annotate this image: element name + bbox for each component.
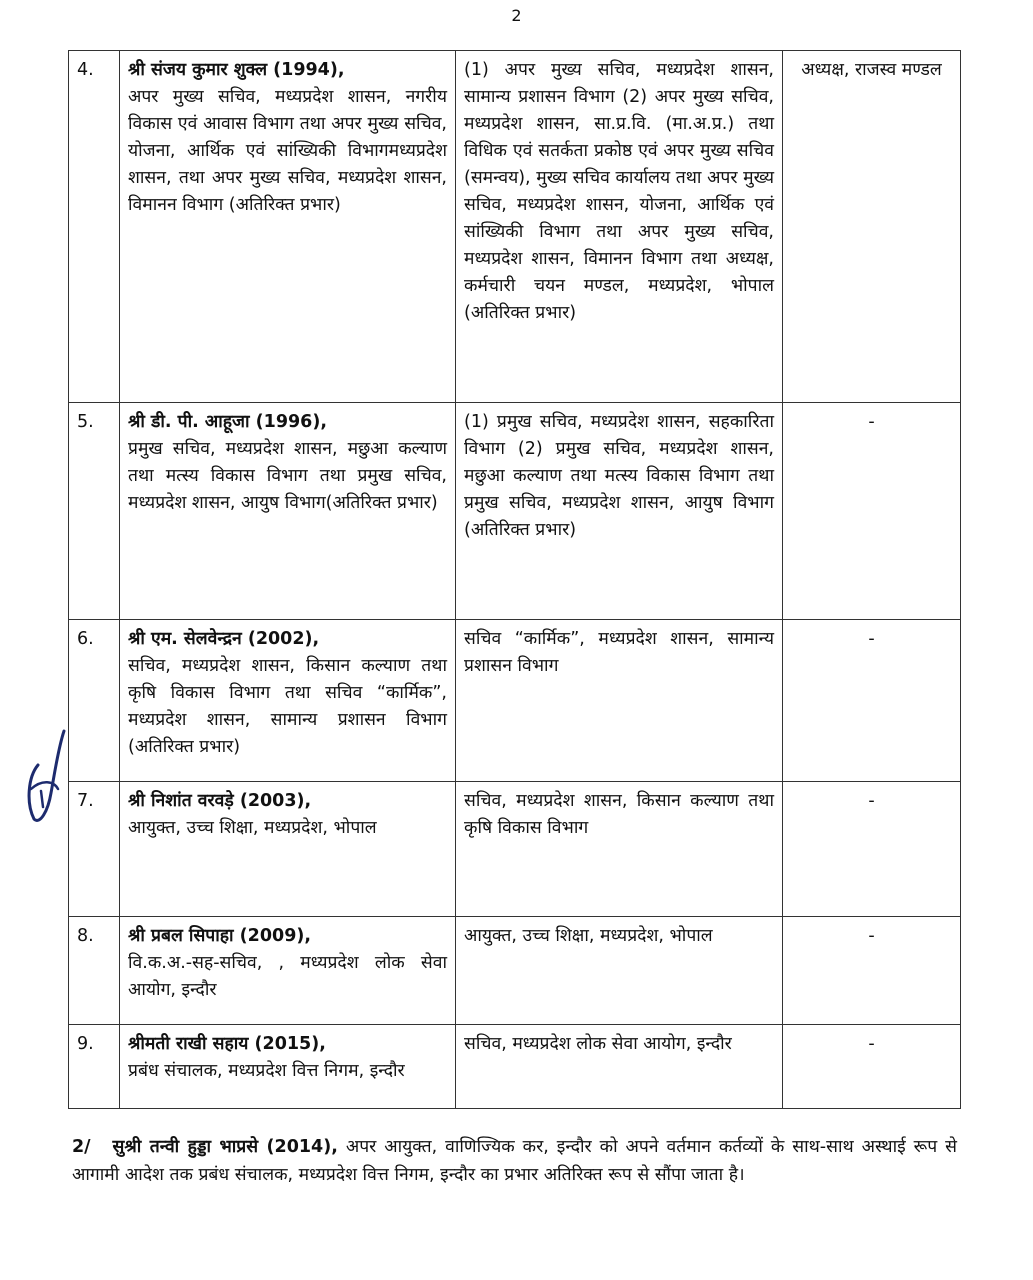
officer-name: सुश्री तन्वी हुड्डा भाप्रसे (2014), (112, 1137, 338, 1157)
handwritten-initial-signature (18, 715, 73, 825)
officer-current-post-cell (120, 782, 456, 917)
current-post: प्रमुख सचिव, मध्यप्रदेश शासन, मछुआ कल्याण तथा मत्स्य विकास विभाग तथा प्रमुख सचिव, मध्यप्रदेश शासन, आयुष विभाग(अतिरिक्त प्रभार) (128, 439, 447, 513)
table-row (69, 1025, 961, 1109)
current-post: वि.क.अ.-सह-सचिव, , मध्यप्रदेश लोक सेवा आयोग, इन्दौर (128, 953, 447, 1000)
transfer-order-table (68, 50, 961, 1109)
additional-charge: - (783, 403, 961, 620)
current-post: प्रबंध संचालक, मध्यप्रदेश वित्त निगम, इन्दौर (128, 1061, 405, 1081)
current-post: सचिव, मध्यप्रदेश शासन, किसान कल्याण तथा कृषि विकास विभाग तथा सचिव “कार्मिक”, मध्यप्रदेश शासन, सामान्य प्रशासन विभाग (अतिरिक्त प्रभार) (128, 656, 447, 757)
officer-name: श्री निशांत वरवड़े (2003), (128, 791, 312, 811)
officer-current-post-cell (120, 51, 456, 403)
additional-charge: - (783, 620, 961, 782)
additional-charge: - (783, 782, 961, 917)
table-row (69, 917, 961, 1025)
table-row (69, 782, 961, 917)
officer-name: श्री प्रबल सिपाहा (2009), (128, 926, 312, 946)
current-post: आयुक्त, उच्च शिक्षा, मध्यप्रदेश, भोपाल (128, 818, 377, 838)
officer-current-post-cell (120, 620, 456, 782)
page-number: 2 (511, 6, 522, 25)
new-posting: सचिव, मध्यप्रदेश शासन, किसान कल्याण तथा कृषि विकास विभाग (456, 782, 783, 917)
paragraph-number: 2/ (72, 1137, 91, 1157)
officer-name: श्री संजय कुमार शुक्ल (1994), (128, 60, 345, 80)
serial-number: 8. (69, 917, 120, 1025)
table-row (69, 403, 961, 620)
new-posting: सचिव, मध्यप्रदेश लोक सेवा आयोग, इन्दौर (456, 1025, 783, 1109)
paragraph-text: अपर आयुक्त, वाणिज्यिक कर, इन्दौर को अपने वर्तमान कर्तव्यों के साथ-साथ अस्थाई रूप से आगामी आदेश तक प्रबंध संचालक, मध्यप्रदेश वित्त निगम, इन्दौर का प्रभार अतिरिक्त रूप से सौंपा जाता है। (72, 1137, 957, 1185)
table-row (69, 51, 961, 403)
paragraph-2 (72, 1133, 957, 1189)
serial-number: 5. (69, 403, 120, 620)
new-posting: आयुक्त, उच्च शिक्षा, मध्यप्रदेश, भोपाल (456, 917, 783, 1025)
officer-name: श्रीमती राखी सहाय (2015), (128, 1034, 326, 1054)
additional-charge: - (783, 1025, 961, 1109)
additional-charge: - (783, 917, 961, 1025)
officer-name: श्री एम. सेलवेन्द्रन (2002), (128, 629, 320, 649)
additional-charge: अध्यक्ष, राजस्व मण्डल (783, 51, 961, 403)
serial-number: 9. (69, 1025, 120, 1109)
current-post: अपर मुख्य सचिव, मध्यप्रदेश शासन, नगरीय विकास एवं आवास विभाग तथा अपर मुख्य सचिव, योजना, आर्थिक एवं सांख्यिकी विभागमध्यप्रदेश शासन, तथा अपर मुख्य सचिव, मध्यप्रदेश शासन, विमानन विभाग (अतिरिक्त प्रभार) (128, 87, 447, 215)
officer-current-post-cell (120, 1025, 456, 1109)
new-posting: (1) अपर मुख्य सचिव, मध्यप्रदेश शासन, सामान्य प्रशासन विभाग (2) अपर मुख्य सचिव, मध्यप्रदेश शासन, सा.प्र.वि. (मा.अ.प्र.) तथा विधिक एवं सतर्कता प्रकोष्ठ एवं अपर मुख्य सचिव (समन्वय), मुख्य सचिव कार्यालय तथा अपर मुख्य सचिव, मध्यप्रदेश शासन, योजना, आर्थिक एवं सांख्यिकी विभाग तथा अपर मुख्य सचिव, मध्यप्रदेश शासन, विमानन विभाग तथा अध्यक्ष, कर्मचारी चयन मण्डल, मध्यप्रदेश, भोपाल (अतिरिक्त प्रभार) (456, 51, 783, 403)
officer-current-post-cell (120, 917, 456, 1025)
new-posting: सचिव “कार्मिक”, मध्यप्रदेश शासन, सामान्य प्रशासन विभाग (456, 620, 783, 782)
serial-number: 6. (69, 620, 120, 782)
serial-number: 7. (69, 782, 120, 917)
officer-name: श्री डी. पी. आहूजा (1996), (128, 412, 328, 432)
officer-current-post-cell (120, 403, 456, 620)
serial-number: 4. (69, 51, 120, 403)
table-row (69, 620, 961, 782)
new-posting: (1) प्रमुख सचिव, मध्यप्रदेश शासन, सहकारिता विभाग (2) प्रमुख सचिव, मध्यप्रदेश शासन, मछुआ कल्याण तथा मत्स्य विकास विभाग तथा प्रमुख सचिव, मध्यप्रदेश शासन, आयुष विभाग (अतिरिक्त प्रभार) (456, 403, 783, 620)
